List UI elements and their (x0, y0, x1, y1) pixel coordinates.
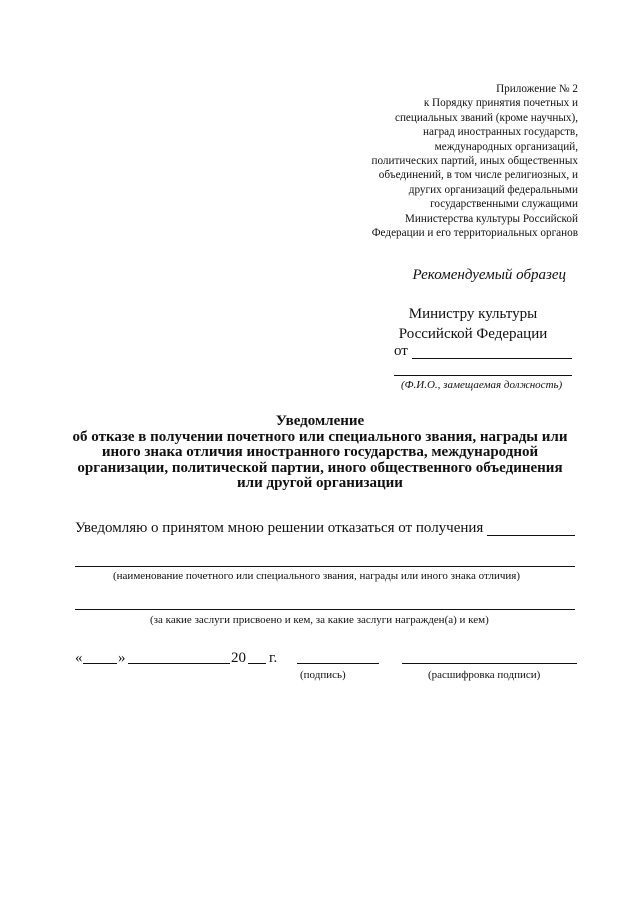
notice-subtitle-line: или другой организации (237, 475, 403, 492)
sample-label: Рекомендуемый образец (412, 267, 566, 283)
year-prefix: 20 (231, 650, 246, 666)
signature-decoding-caption: (расшифровка подписи) (428, 669, 541, 681)
addressee-line-2: Российской Федерации (398, 326, 548, 342)
date-month-field[interactable] (128, 663, 230, 664)
notice-subtitle-line: организации, политической партии, иного общественного объединения (77, 459, 563, 476)
appendix-line: других организаций федеральными (408, 183, 578, 196)
year-suffix: г. (269, 650, 278, 666)
merit-caption: (за какие заслуги присвоено и кем, за какие заслуги награжден(а) и кем) (150, 614, 489, 626)
addressee-line-1: Министру культуры (408, 306, 538, 322)
signature-field[interactable] (297, 663, 379, 664)
appendix-header (330, 82, 578, 240)
appendix-line: Федерации и его территориальных органов (371, 227, 578, 240)
appendix-line: международных организаций, (434, 140, 578, 153)
notice-subtitle-line: об отказе в получении почетного или специального звания, награды или (72, 428, 568, 445)
notice-title (60, 414, 580, 492)
signature-decoding-field[interactable] (402, 663, 577, 664)
award-name-caption: (наименование почетного или специального звания, награды или иного знака отличия) (113, 570, 520, 582)
from-position-field[interactable] (394, 375, 572, 376)
quote-open: « (75, 650, 83, 666)
date-year-field[interactable] (248, 663, 266, 664)
appendix-line: специальных званий (кроме научных), (394, 111, 578, 124)
appendix-line: объединений, в том числе религиозных, и (378, 169, 578, 182)
award-name-field[interactable] (75, 566, 575, 567)
statement-text: Уведомляю о принятом мною решении отказаться от получения (75, 520, 484, 536)
from-label: от (394, 343, 408, 359)
quote-close: » (118, 650, 126, 666)
appendix-line: Приложение № 2 (496, 83, 578, 95)
date-day-field[interactable] (83, 663, 117, 664)
date-row (75, 650, 83, 667)
appendix-line: политических партий, иных общественных (371, 155, 578, 168)
from-name-field[interactable] (412, 358, 572, 359)
fio-caption: (Ф.И.О., замещаемая должность) (401, 379, 563, 391)
notice-subtitle-line: иного знака отличия иностранного государства, международной (101, 444, 539, 461)
appendix-line: Министерства культуры Российской (404, 212, 578, 225)
appendix-line: государственными служащими (430, 198, 578, 211)
statement-field[interactable] (487, 535, 575, 536)
merit-field[interactable] (75, 609, 575, 610)
signature-caption: (подпись) (300, 669, 346, 681)
notice-heading: Уведомление (275, 413, 365, 429)
addressee-block (380, 304, 566, 344)
appendix-line: к Порядку принятия почетных и (423, 97, 578, 110)
appendix-line: наград иностранных государств, (423, 126, 578, 139)
